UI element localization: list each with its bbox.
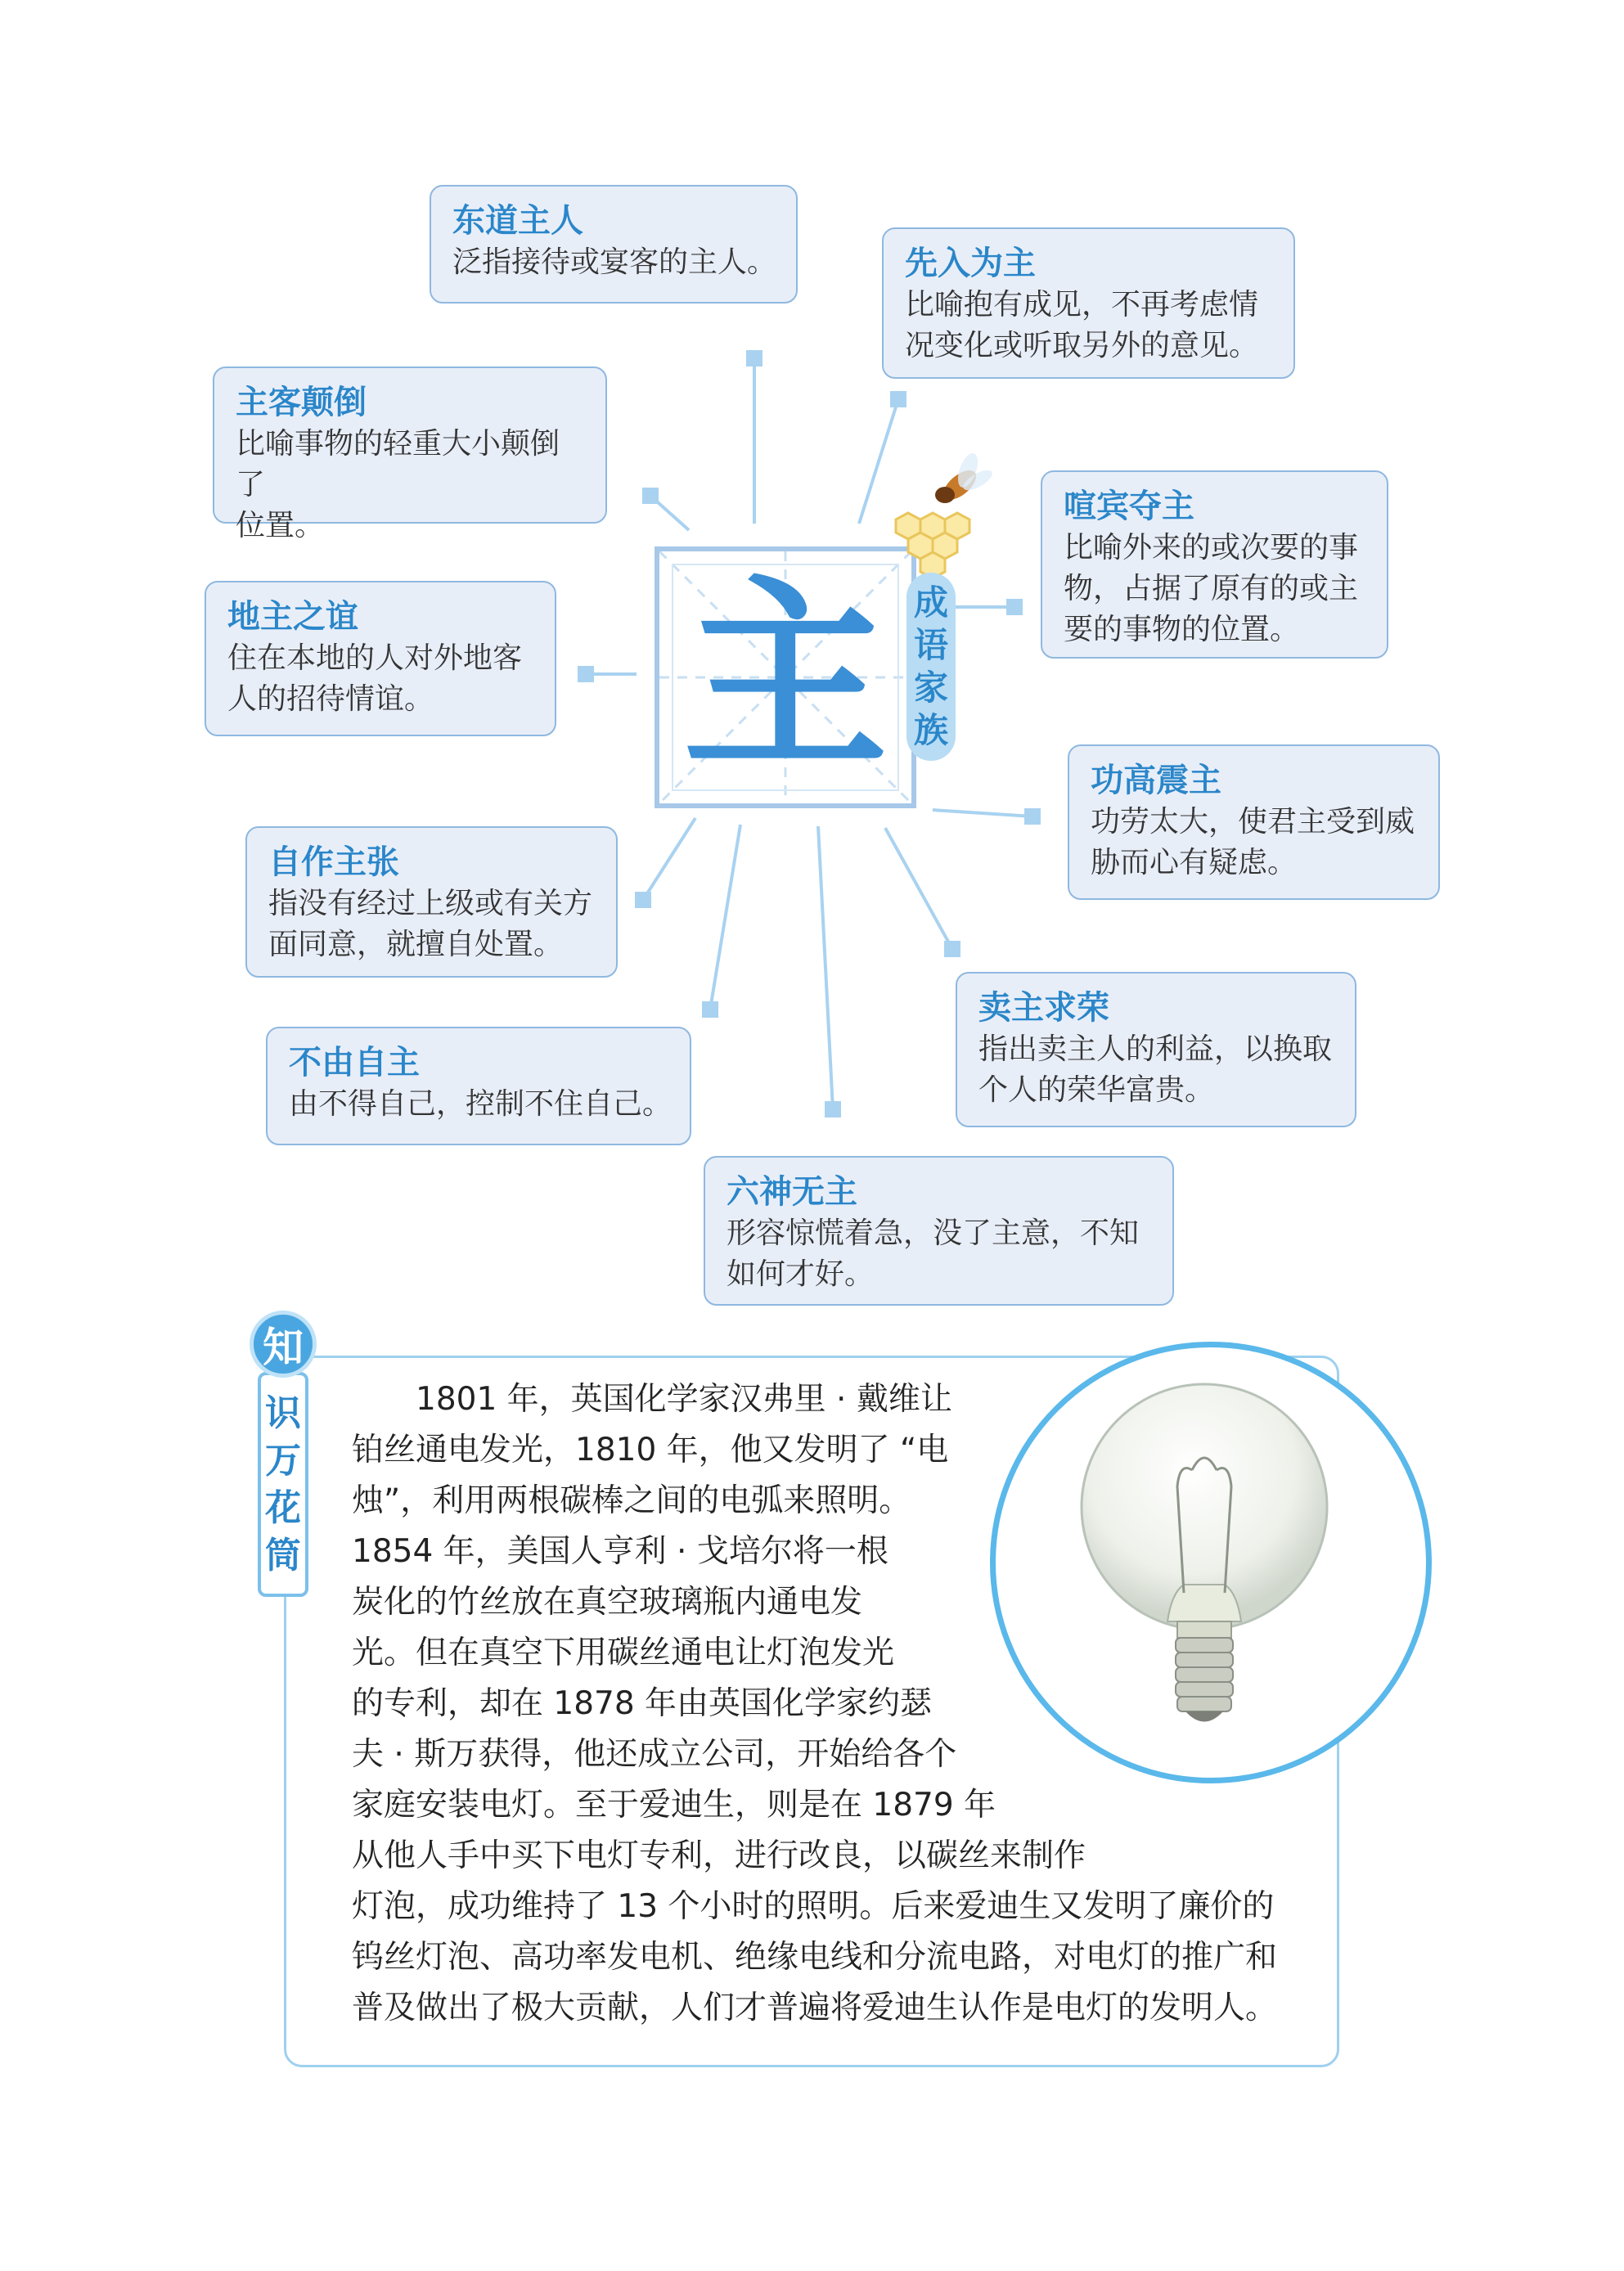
knowledge-line: 1854 年，美国人亨利 · 戈培尔将一根 — [352, 1533, 888, 1570]
idiom-card-maizhuqiurong — [956, 972, 1356, 1127]
idiom-card-xianruweizhu — [882, 227, 1295, 379]
idiom-title: 自作主张 — [268, 843, 399, 881]
knowledge-line: 灯泡，成功维持了 13 个小时的照明。后来爱迪生又发明了廉价的 — [352, 1888, 1275, 1925]
idiom-title: 卖主求荣 — [978, 989, 1109, 1027]
family-tag-char: 语 — [913, 625, 948, 665]
knowledge-line: 家庭安装电灯。至于爱迪生，则是在 1879 年 — [352, 1787, 996, 1824]
idiom-desc-line: 位置。 — [236, 509, 325, 542]
knowledge-tag-char: 识 — [265, 1392, 301, 1434]
idiom-card-xuanbinduozhu — [1041, 470, 1388, 659]
idiom-title: 主客颠倒 — [236, 384, 367, 421]
idiom-desc-line: 指没有经过上级或有关方 — [268, 887, 593, 920]
knowledge-line: 夫 · 斯万获得，他还成立公司，开始给各个 — [352, 1736, 957, 1773]
idiom-desc-line: 功劳太大，使君主受到威 — [1091, 805, 1415, 839]
idiom-card-gonggaozhenzhu — [1068, 744, 1440, 900]
idiom-title: 东道主人 — [452, 202, 583, 240]
idiom-card-liushenwuzhu — [704, 1156, 1174, 1306]
central-character: 主 — [683, 558, 888, 796]
idiom-desc-line: 面同意，就擅自处置。 — [268, 928, 564, 961]
idiom-desc-line: 泛指接待或宴客的主人。 — [452, 245, 777, 279]
idiom-desc-line: 人的招待情谊。 — [227, 682, 434, 716]
idiom-desc-line: 比喻事物的轻重大小颠倒了 — [236, 427, 560, 501]
idiom-title: 先入为主 — [905, 245, 1036, 282]
idiom-family-tag — [906, 573, 956, 761]
idiom-desc-line: 要的事物的位置。 — [1064, 613, 1300, 646]
idiom-card-dizhuzhiyi — [205, 581, 556, 736]
idiom-desc-line: 况变化或听取另外的意见。 — [905, 329, 1259, 362]
knowledge-tag-char: 花 — [265, 1486, 301, 1529]
idiom-desc-line: 形容惊慌着急，没了主意，不知 — [727, 1216, 1140, 1250]
knowledge-line: 的专利，却在 1878 年由英国化学家约瑟 — [352, 1685, 933, 1722]
idiom-title: 地主之谊 — [227, 598, 358, 636]
knowledge-line: 普及做出了极大贡献，人们才普遍将爱迪生认作是电灯的发明人。 — [352, 1990, 1278, 2026]
family-tag-char: 成 — [913, 582, 948, 623]
idiom-desc-line: 指出卖主人的利益，以换取 — [978, 1032, 1333, 1066]
idiom-desc-line: 由不得自己，控制不住自己。 — [289, 1087, 673, 1121]
knowledge-tag-circle: 知 — [250, 1311, 317, 1378]
idiom-desc-line: 比喻外来的或次要的事 — [1064, 531, 1359, 564]
knowledge-line: 钨丝灯泡、高功率发电机、绝缘电线和分流电路，对电灯的推广和 — [352, 1939, 1278, 1976]
idiom-title: 功高震主 — [1091, 762, 1221, 799]
honeycomb-bee-icon — [863, 446, 1002, 593]
family-tag-char: 家 — [913, 668, 948, 708]
knowledge-line: 光。但在真空下用碳丝通电让灯泡发光 — [352, 1635, 895, 1671]
idiom-title: 喧宾夺主 — [1064, 488, 1194, 525]
idiom-card-zhukediandao — [213, 367, 607, 542]
idiom-card-dongdaozhuren — [430, 185, 798, 304]
idiom-desc-line: 如何才好。 — [727, 1257, 875, 1291]
light-bulb-illustration — [990, 1342, 1432, 1783]
knowledge-tag-char: 筒 — [265, 1534, 301, 1576]
knowledge-tag-bar — [258, 1372, 308, 1597]
idiom-title: 不由自主 — [289, 1044, 420, 1082]
knowledge-line: 炭化的竹丝放在真空玻璃瓶内通电发 — [352, 1584, 863, 1621]
knowledge-tag — [250, 1311, 317, 1597]
knowledge-line: 1801 年，英国化学家汉弗里 · 戴维让 — [352, 1381, 952, 1418]
light-bulb-icon — [996, 1347, 1426, 1778]
idiom-title: 六神无主 — [727, 1173, 857, 1211]
knowledge-line: 烛”，利用两根碳棒之间的电弧来照明。 — [352, 1482, 911, 1519]
idiom-card-zizuozhuzhang — [245, 826, 618, 978]
family-tag-char: 族 — [913, 710, 948, 750]
idiom-desc-line: 比喻抱有成见，不再考虑情 — [905, 288, 1259, 322]
idiom-desc-line: 胁而心有疑虑。 — [1091, 846, 1298, 879]
knowledge-line: 从他人手中买下电灯专利，进行改良，以碳丝来制作 — [352, 1837, 1086, 1874]
idiom-desc-line: 个人的荣华富贵。 — [978, 1073, 1215, 1107]
idiom-desc-line: 住在本地的人对外地客 — [227, 641, 523, 675]
knowledge-line: 铂丝通电发光，1810 年，他又发明了 “电 — [352, 1432, 949, 1468]
knowledge-tag-char: 万 — [265, 1439, 301, 1482]
idiom-desc-line: 物，占据了原有的或主 — [1064, 572, 1359, 605]
idiom-card-buyouzizhu — [266, 1027, 691, 1145]
